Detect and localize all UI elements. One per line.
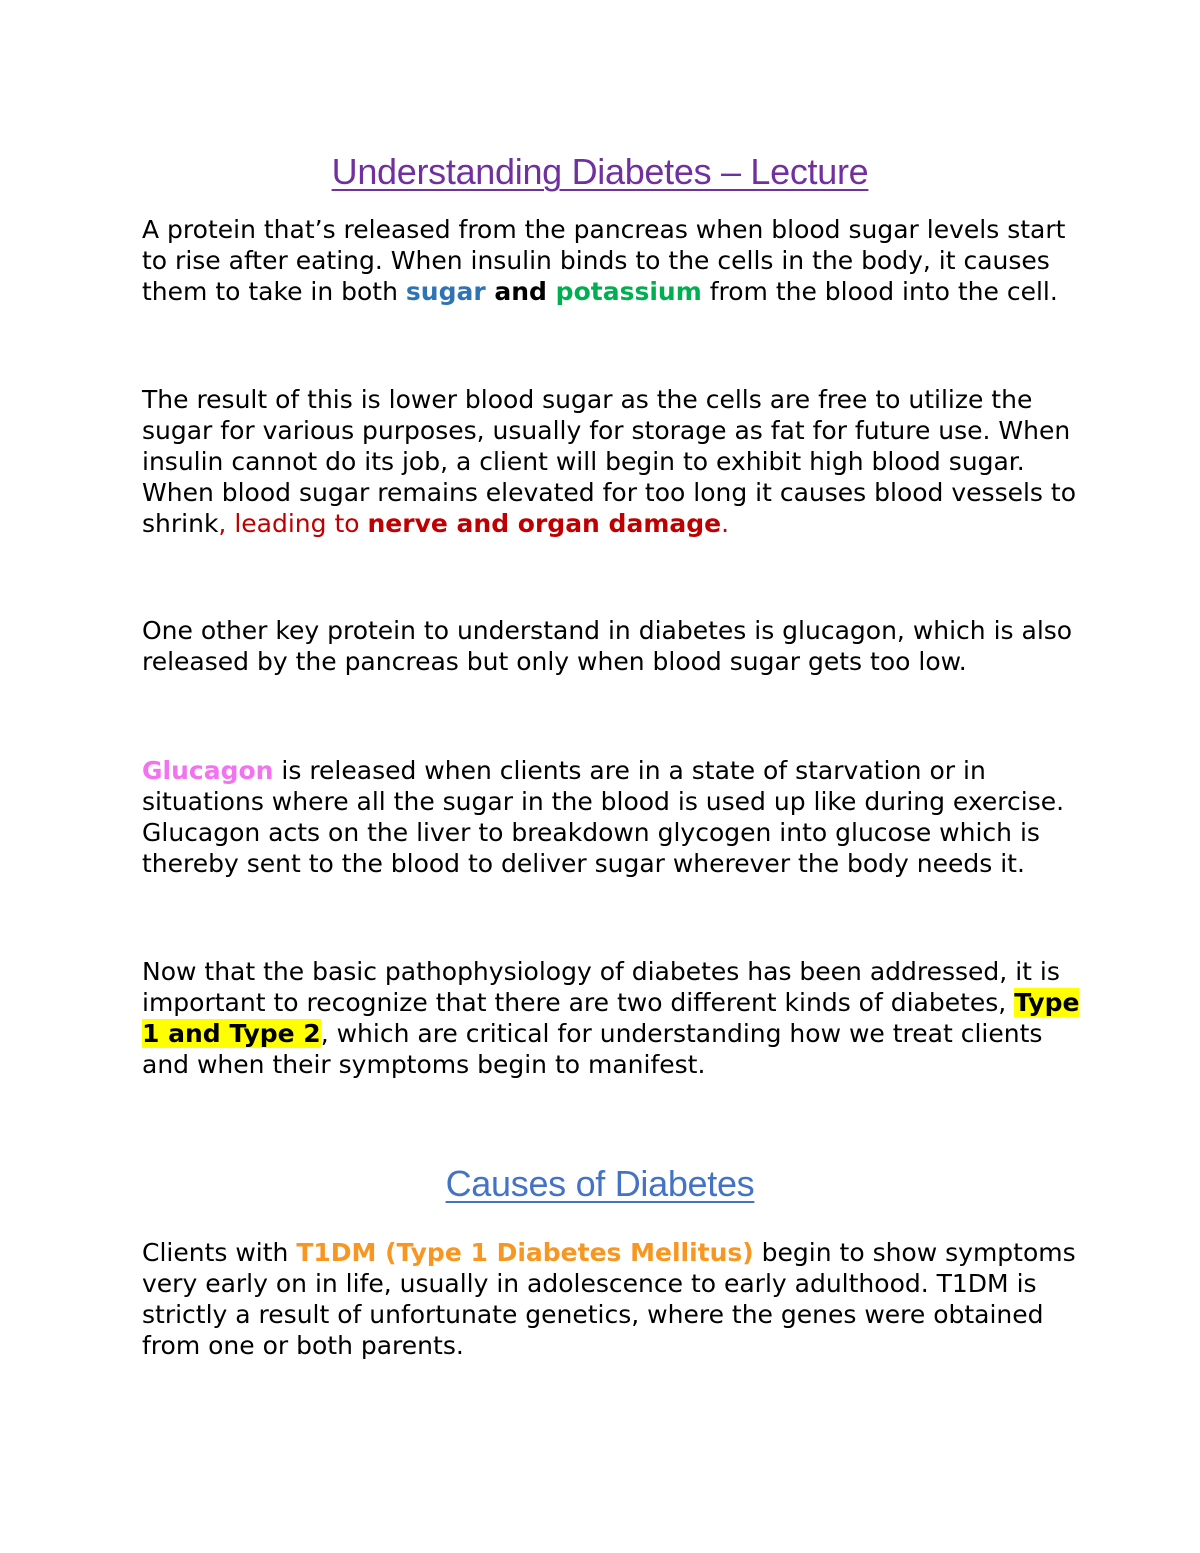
text-run: is released when clients are in a state of starvation or in situations where all the sugar in the blood is used up like during exercise. Glucagon acts on the liver to breakdown glycogen into glucose which is thereby sent to the blood to deliver sugar wherever the body needs it. (142, 756, 1065, 878)
text-run: . (721, 509, 730, 538)
paragraph-glucagon-intro (142, 615, 1082, 677)
text-run: , which are critical for understanding how we treat clients and when their symptoms begin to manifest. (142, 1019, 1043, 1079)
term-nerve-organ-damage: nerve and organ damage (367, 509, 722, 538)
term-potassium: potassium (555, 277, 702, 306)
text-run: The result of this is lower blood sugar as the cells are free to utilize the sugar for various purposes, usually for storage as fat for future use. When insulin cannot do its job, a client will begin to exhibit high blood sugar. When blood sugar remains elevated for too long it causes blood vessels to shrink (142, 385, 1076, 538)
term-glucagon: Glucagon (142, 756, 274, 785)
section-heading-causes: Causes of Diabetes (445, 1163, 755, 1204)
text-run: Now that the basic pathophysiology of diabetes has been addressed, it is important to recognize that there are two different kinds of diabetes, (142, 957, 1060, 1017)
text-run-leading: , leading to (218, 509, 368, 538)
term-sugar: sugar (405, 277, 486, 306)
text-run: Clients with (142, 1238, 297, 1267)
term-type1-type2-highlight: Type 1 and Type 2 (142, 988, 1080, 1048)
page-title: Understanding Diabetes – Lecture (331, 151, 869, 192)
paragraph-insulin (142, 214, 1082, 307)
text-run: One other key protein to understand in diabetes is glucagon, which is also released by the pancreas but only when blood sugar gets too low. (142, 616, 1073, 676)
text-run: begin to show symptoms very early on in life, usually in adolescence to early adulthood. T1DM is strictly a result of unfortunate genetics, where the genes were obtained from one or both parents. (142, 1238, 1076, 1360)
text-run: from the blood into the cell. (701, 277, 1058, 306)
paragraph-types (142, 956, 1082, 1080)
paragraph-result (142, 384, 1082, 539)
term-t1dm: T1DM (Type 1 Diabetes Mellitus) (296, 1238, 754, 1267)
paragraph-glucagon (142, 755, 1082, 879)
text-run-and: and (485, 277, 556, 306)
text-run: A protein that’s released from the pancreas when blood sugar levels start to rise after eating. When insulin binds to the cells in the body, it causes them to take in both (142, 215, 1066, 306)
paragraph-t1dm (142, 1237, 1082, 1361)
